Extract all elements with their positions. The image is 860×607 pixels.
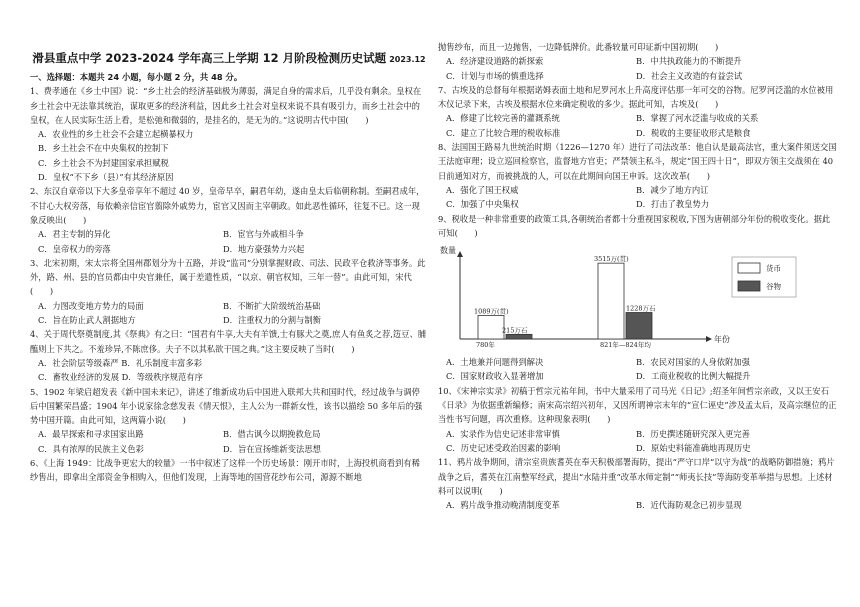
question-stem: 3、北宋初期，宋太宗将全国州郡划分为十五路，并设“监司”分别掌握财政、司法、民政平仓救济等事务。此外，路、州、县的官员都由中央官兼任，属于差遣性质，“以京、朝官权知，三年一替”。由此可知，宋代( ) (30, 257, 426, 297)
option-row (30, 313, 428, 327)
answer-option[interactable]: B．近代海防观念已初步显现 (636, 500, 742, 511)
question-stem: 10、《宋神宗实录》初稿于哲宗元祐年间，书中大量采用了司马光《日记》;绍圣年间哲宗亲政，又以王安石《日录》为依据重新编修；南宋高宗绍兴初年，又因所谓神宗末年的“宣仁诬史”涉及孟太后，及高宗继位的正当性书写问题，再次重修。这种现象表明( ) (438, 385, 837, 425)
answer-option[interactable]: D．原始史料能准确地再现历史 (636, 442, 751, 453)
answer-option[interactable]: C．皇帝权力的旁落 (38, 243, 111, 254)
option-row (438, 183, 838, 197)
y-axis-label: 数量 (440, 246, 456, 256)
answer-option[interactable]: D．税收的主要征收形式是粮食 (636, 127, 751, 138)
answer-option[interactable]: A．实录作为信史记述非常审慎 (446, 428, 560, 439)
answer-option[interactable]: B．掌握了河水泛滥与收成的关系 (636, 113, 759, 124)
answer-option[interactable]: D．旨在宣扬维新变法思想 (223, 443, 321, 454)
answer-option[interactable]: B．中共执政能力的不断提升 (636, 56, 742, 67)
exam-title (30, 50, 428, 66)
exam-title-text: 滑县重点中学 2023-2024 学年高三上学期 12 月阶段检测历史试题 (32, 51, 387, 65)
bar-value-label: 1228万石 (626, 304, 656, 313)
bar-谷物 (506, 335, 532, 340)
bar-value-label: 215万石 (502, 326, 528, 335)
option-row (438, 355, 838, 369)
answer-option[interactable]: A．最早探索和寻求国家出路 (38, 429, 144, 440)
answer-option[interactable]: D．地方豪强势力兴起 (223, 243, 305, 254)
answer-option[interactable]: B．乡土社会不在中央集权的控制下 (38, 143, 169, 154)
legend-label: 谷物 (766, 282, 781, 292)
right-question-list (438, 40, 838, 240)
legend-label: 货币 (766, 264, 781, 274)
answer-option[interactable]: A．修建了比较完善的灌溉系统 (446, 113, 560, 124)
answer-option[interactable]: C．国家财政收入显著增加 (446, 371, 544, 382)
answer-option[interactable]: B．不断扩大阶级统治基础 (223, 300, 321, 311)
option-row (438, 441, 838, 455)
category-label: 780年 (476, 341, 495, 350)
question-stem: 1、费孝通在《乡土中国》说：“乡土社会的经济基础极为薄弱，满足自身的需求后，几乎没有剩余。皇权在乡土社会中无法靠其统治，谋取更多的经济利益，因此乡土社会对皇权来说不具有吸引力，而乡土社会中的皇权，在人民实际生活上看，是松弛和微弱的，是挂名的，是无为的。”这说明古代中国( ) (30, 86, 422, 125)
option-row (438, 498, 838, 512)
y-axis-arrow (457, 251, 463, 257)
answer-option[interactable]: D．注重权力的分割与制衡 (223, 315, 321, 326)
question-stem: 抛售纱布，而且一边抛售，一边降低牌价。此番较量可印证新中国初期( ) (438, 42, 719, 52)
answer-option[interactable]: A．农业性的乡土社会不会建立起横暴权力 (38, 129, 194, 140)
right-column (438, 40, 838, 512)
answer-option[interactable]: A．经济建设道路的新探索 (446, 56, 544, 67)
answer-option[interactable]: C．加强了中央集权 (446, 199, 519, 210)
bar-货币 (598, 263, 624, 339)
bar-货币 (478, 316, 504, 339)
answer-option[interactable]: B．借古讽今以期挽救危局 (223, 429, 321, 440)
answer-option[interactable]: A．强化了国王权威 (446, 184, 519, 195)
answer-option[interactable]: A．土地兼并问题得到解决 (446, 357, 544, 368)
answer-option[interactable]: B．历史撰述随研究深入更完善 (636, 428, 750, 439)
answer-option[interactable]: B．农民对国家的人身依附加强 (636, 357, 750, 368)
answer-option[interactable]: C．乡土社会不为封建国家承担赋税 (38, 157, 169, 168)
answer-option[interactable]: A．鸦片战争推动晚清制度变革 (446, 500, 560, 511)
answer-option[interactable]: C．具有浓厚的民族主义色彩 (38, 443, 144, 454)
option-row (30, 227, 428, 241)
option-row (438, 126, 838, 140)
option-row (438, 54, 838, 68)
bar-谷物 (626, 313, 652, 339)
answer-option[interactable]: D．皇权“不下乡（县）”有其经济原因 (38, 172, 174, 183)
right-question-list-2 (438, 355, 838, 512)
legend-swatch-谷物 (738, 281, 760, 291)
answer-option[interactable]: C．畜牧业经济的发展 D．等级秩序规范有序 (38, 372, 203, 383)
option-row (438, 111, 838, 125)
answer-option[interactable]: D．社会主义改造的有益尝试 (636, 70, 743, 81)
question-stem: 5、1902 年梁启超发表《新中国未来记》，讲述了维新成功后中国进入联邦大共和国时代，经过战争与调停后中国繁荣昌盛；1904 年小说家徐念慈发表《情天恨》，主人公为一群新女性，该书以描绘 50 多年后的强势中国开篇。由此可知，这两篇小说( ) (30, 386, 423, 426)
option-row (438, 427, 838, 441)
left-question-list (30, 84, 428, 484)
question-stem: 2、东汉自章帝以下大多皇帝享年不超过 40 岁，皇帝早卒，嗣君年幼，遂由皇太后临朝称制。至嗣君成年，不甘心大权旁落，每依赖亲信宦官翦除外戚势力，宦官又因而主宰朝政。如此恶性循环，往复不已。这一现象反映出( ) (30, 186, 425, 225)
bar-value-label: 3515万(贯) (594, 255, 629, 264)
answer-option[interactable]: B．宦官与外戚相斗争 (223, 229, 304, 240)
question-stem: 9、税收是一种非常重要的政策工具,各朝统治者都十分重视国家税收,下图为唐朝部分年份的税收变化。据此可知( ) (438, 213, 831, 238)
x-axis-label: 年份 (714, 335, 730, 345)
option-row (30, 299, 428, 313)
section-heading: 一、选择题：本题共 24 小题，每小题 2 分，共 48 分。 (30, 72, 243, 82)
question-stem: 6、《上海 1949：比战争更宏大的较量》一书中叙述了这样一个历史场景：刚开市时，上海投机商看到有稀纱售出，即拿出全部资金争相购入，但他们发现，上海等地的国营花纱布公司，源源不断地 (30, 458, 420, 483)
question-stem: 4、关于周代祭奠制度,其《祭典》有之曰：“国君有牛享,大夫有羊馈,士有豚犬之奠,庶人有鱼炙之荐,笾豆、脯醢则上下共之。不羞珍异,不陈庶侈。夫子不以其私欲干国之典。”这主要反映了当时( ) (30, 329, 427, 354)
answer-option[interactable]: C．旨在防止武人割据地方 (38, 315, 136, 326)
tax-chart (438, 243, 838, 353)
option-row (438, 197, 838, 211)
x-axis-arrow (706, 336, 712, 342)
question-stem: 11、鸦片战争期间，清宗室贵族耆英在奉天积极部署海防，提出“严守口岸“以守为战”的战略防御措施；鸦片战争之后，耆英在江南整军经武，提出“水陆并重“改革水师定制”“师夷长技”等海防变革举措与思想。上述材料可以说明( ) (438, 457, 835, 496)
answer-option[interactable]: A．力图改变地方势力的局面 (38, 300, 144, 311)
tax-chart-svg (438, 243, 838, 353)
answer-option[interactable]: D．工商业税收的比例大幅提升 (636, 371, 751, 382)
option-row (30, 442, 428, 456)
option-row (30, 242, 428, 256)
answer-option[interactable]: A．君主专制的异化 (38, 229, 111, 240)
option-row (438, 369, 838, 383)
left-column (30, 70, 428, 485)
question-stem: 7、古埃及的总督每年根据诺姆表面土地和尼罗河水上升高度评估那一年可交的谷物。尼罗河泛滥的水位被用木仪记录下来，古埃及根据水位来确定税收的多少。据此可知，古埃及( ) (438, 84, 834, 110)
answer-option[interactable]: B．减少了地方内讧 (636, 184, 709, 195)
bar-value-label: 1089万(贯) (474, 307, 509, 316)
answer-option[interactable]: A．社会阶层等级森严 B．礼乐制度丰富多彩 (38, 357, 203, 368)
answer-option[interactable]: C．计划与市场的慎重选择 (446, 70, 544, 81)
legend-swatch-货币 (738, 263, 760, 273)
exam-date: 2023.12 (389, 55, 426, 64)
category-label: 821年—824年均 (600, 341, 651, 350)
option-row (30, 427, 428, 441)
answer-option[interactable]: C．历史记述受政治因素的影响 (446, 442, 561, 453)
option-row (438, 69, 838, 83)
answer-option[interactable]: D．打击了教皇势力 (636, 199, 710, 210)
question-stem: 8、法国国王路易九世统治时期（1226—1270 年）进行了司法改革：他自认是最高法官，重大案件须送交国王法庭审理；设立巡回检察官，监督地方官吏；严禁领主私斗，规定“国王四十日”，即双方领主交战须在 40 日前通知对方，而被挑战的人，可以在此期间向国王申诉。这次改革( ) (438, 142, 837, 181)
answer-option[interactable]: C．建立了比较合理的税收标准 (446, 127, 561, 138)
